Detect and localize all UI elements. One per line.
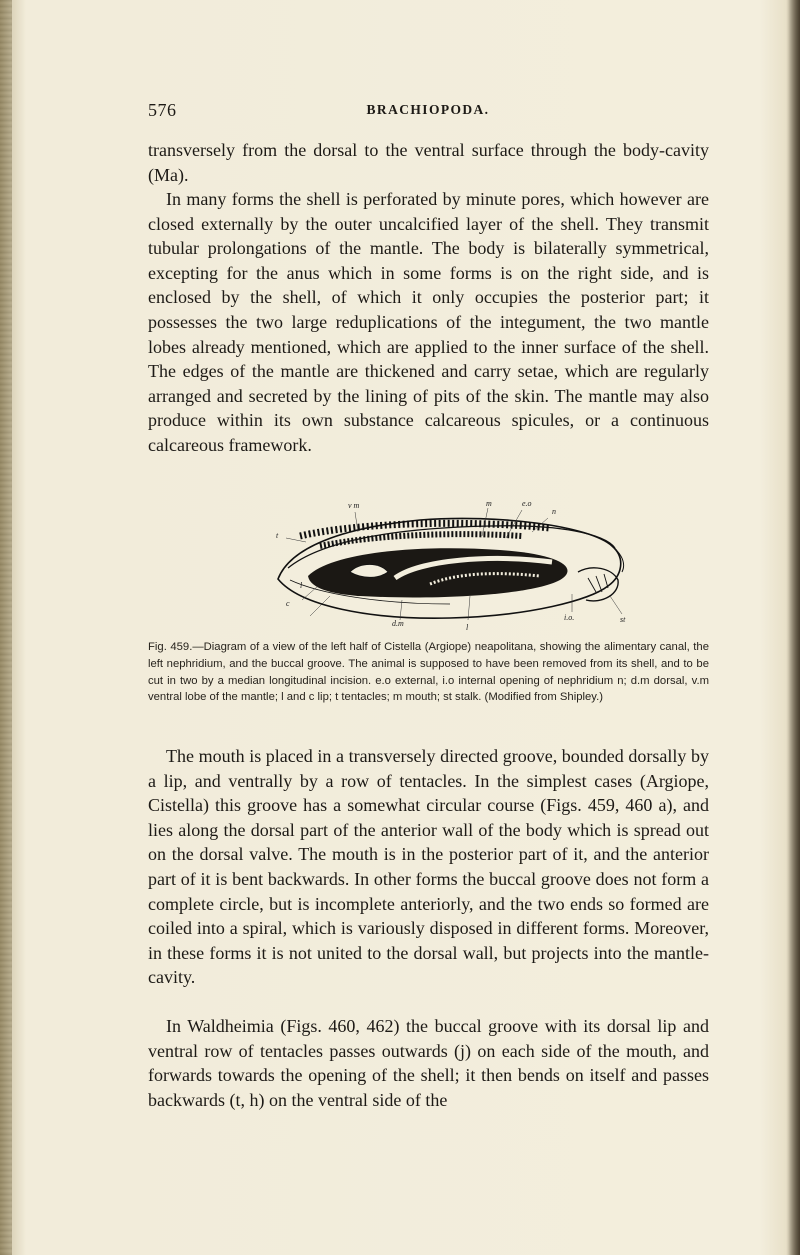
paragraph-3: The mouth is placed in a transversely directed groove, bounded dorsally by a lip, and ventrally by a row of tentacles. In the simplest cases (Argiope, Cistella) this groove has a somewhat circular course (Figs. 459, 460 a), and lies along the dorsal part of the anterior wall of the body which is spread out on the dorsal valve. The mouth is in the posterior part of it, and the anterior part of it is bent backwards. In other forms the buccal groove does not form a complete circle, but is incomplete anteriorly, and the two ends so formed are coiled into a spiral, which is variously disposed in different forms. Moreover, in these forms it is not united to the dorsal wall, but projects into the mantle-cavity. [148,746,709,988]
paragraph-1: transversely from the dorsal to the ventral surface through the body-cavity (Ma). [148,140,709,185]
label-c: c [286,599,290,608]
page-header [148,100,708,124]
page-right-edge [788,0,800,1255]
page-binding-edge [0,0,12,1255]
label-t: t [276,531,279,540]
caption-label: Fig. 459. [148,641,193,653]
label-vm: v m [348,501,360,510]
running-title: BRACHIOPODA. [366,102,490,117]
caption-text: —Diagram of a view of the left half of Cistella (Argiope) neapolitana, showing the alimentary canal, the left nephridium, and the buccal groove. The animal is supposed to have been removed from its shell, and to be cut in two by a median longitudinal incision. e.o external, i.o internal opening of nephridium n; d.m dorsal, v.m ventral lobe of the mantle; l and c lip; t tentacles; m mouth; st stalk. (Modified from Shipley.) [148,641,709,704]
label-io: i.o. [564,613,575,622]
label-l-bottom: l [466,623,469,632]
label-dm: d.m [392,619,404,628]
label-st: st [620,615,626,624]
page-number: 576 [148,100,177,120]
label-eo: e.o [522,499,532,508]
paragraph-4: In Waldheimia (Figs. 460, 462) the buccal groove with its dorsal lip and ventral row of tentacles passes outwards (j) on each side of the mouth, and forwards towards the opening of the shell; it then bends on itself and passes backwards (t, h) on the ventral side of the [148,1016,709,1110]
label-n: n [552,507,556,516]
paragraph-2: In many forms the shell is perforated by minute pores, which however are closed externally by the outer uncalcified layer of the shell. They transmit tubular prolongations of the mantle. The body is bilaterally symmetrical, excepting for the anus which in some forms is on the right side, and is enclosed by the shell, of which it only occupies the posterior part; it possesses the two large reduplications of the integument, the two mantle lobes already mentioned, which are applied to the inner surface of the shell. The edges of the mantle are thickened and carry setae, which are regularly arranged and secreted by the lining of pits of the skin. The mantle may also produce within its own substance calcareous spicules, or a continuous calcareous framework. [148,189,709,455]
figure-459 [260,476,660,636]
cistella-diagram [260,476,660,636]
label-m: m [486,499,492,508]
figure-caption [148,639,709,706]
label-l-left: l [300,581,303,590]
